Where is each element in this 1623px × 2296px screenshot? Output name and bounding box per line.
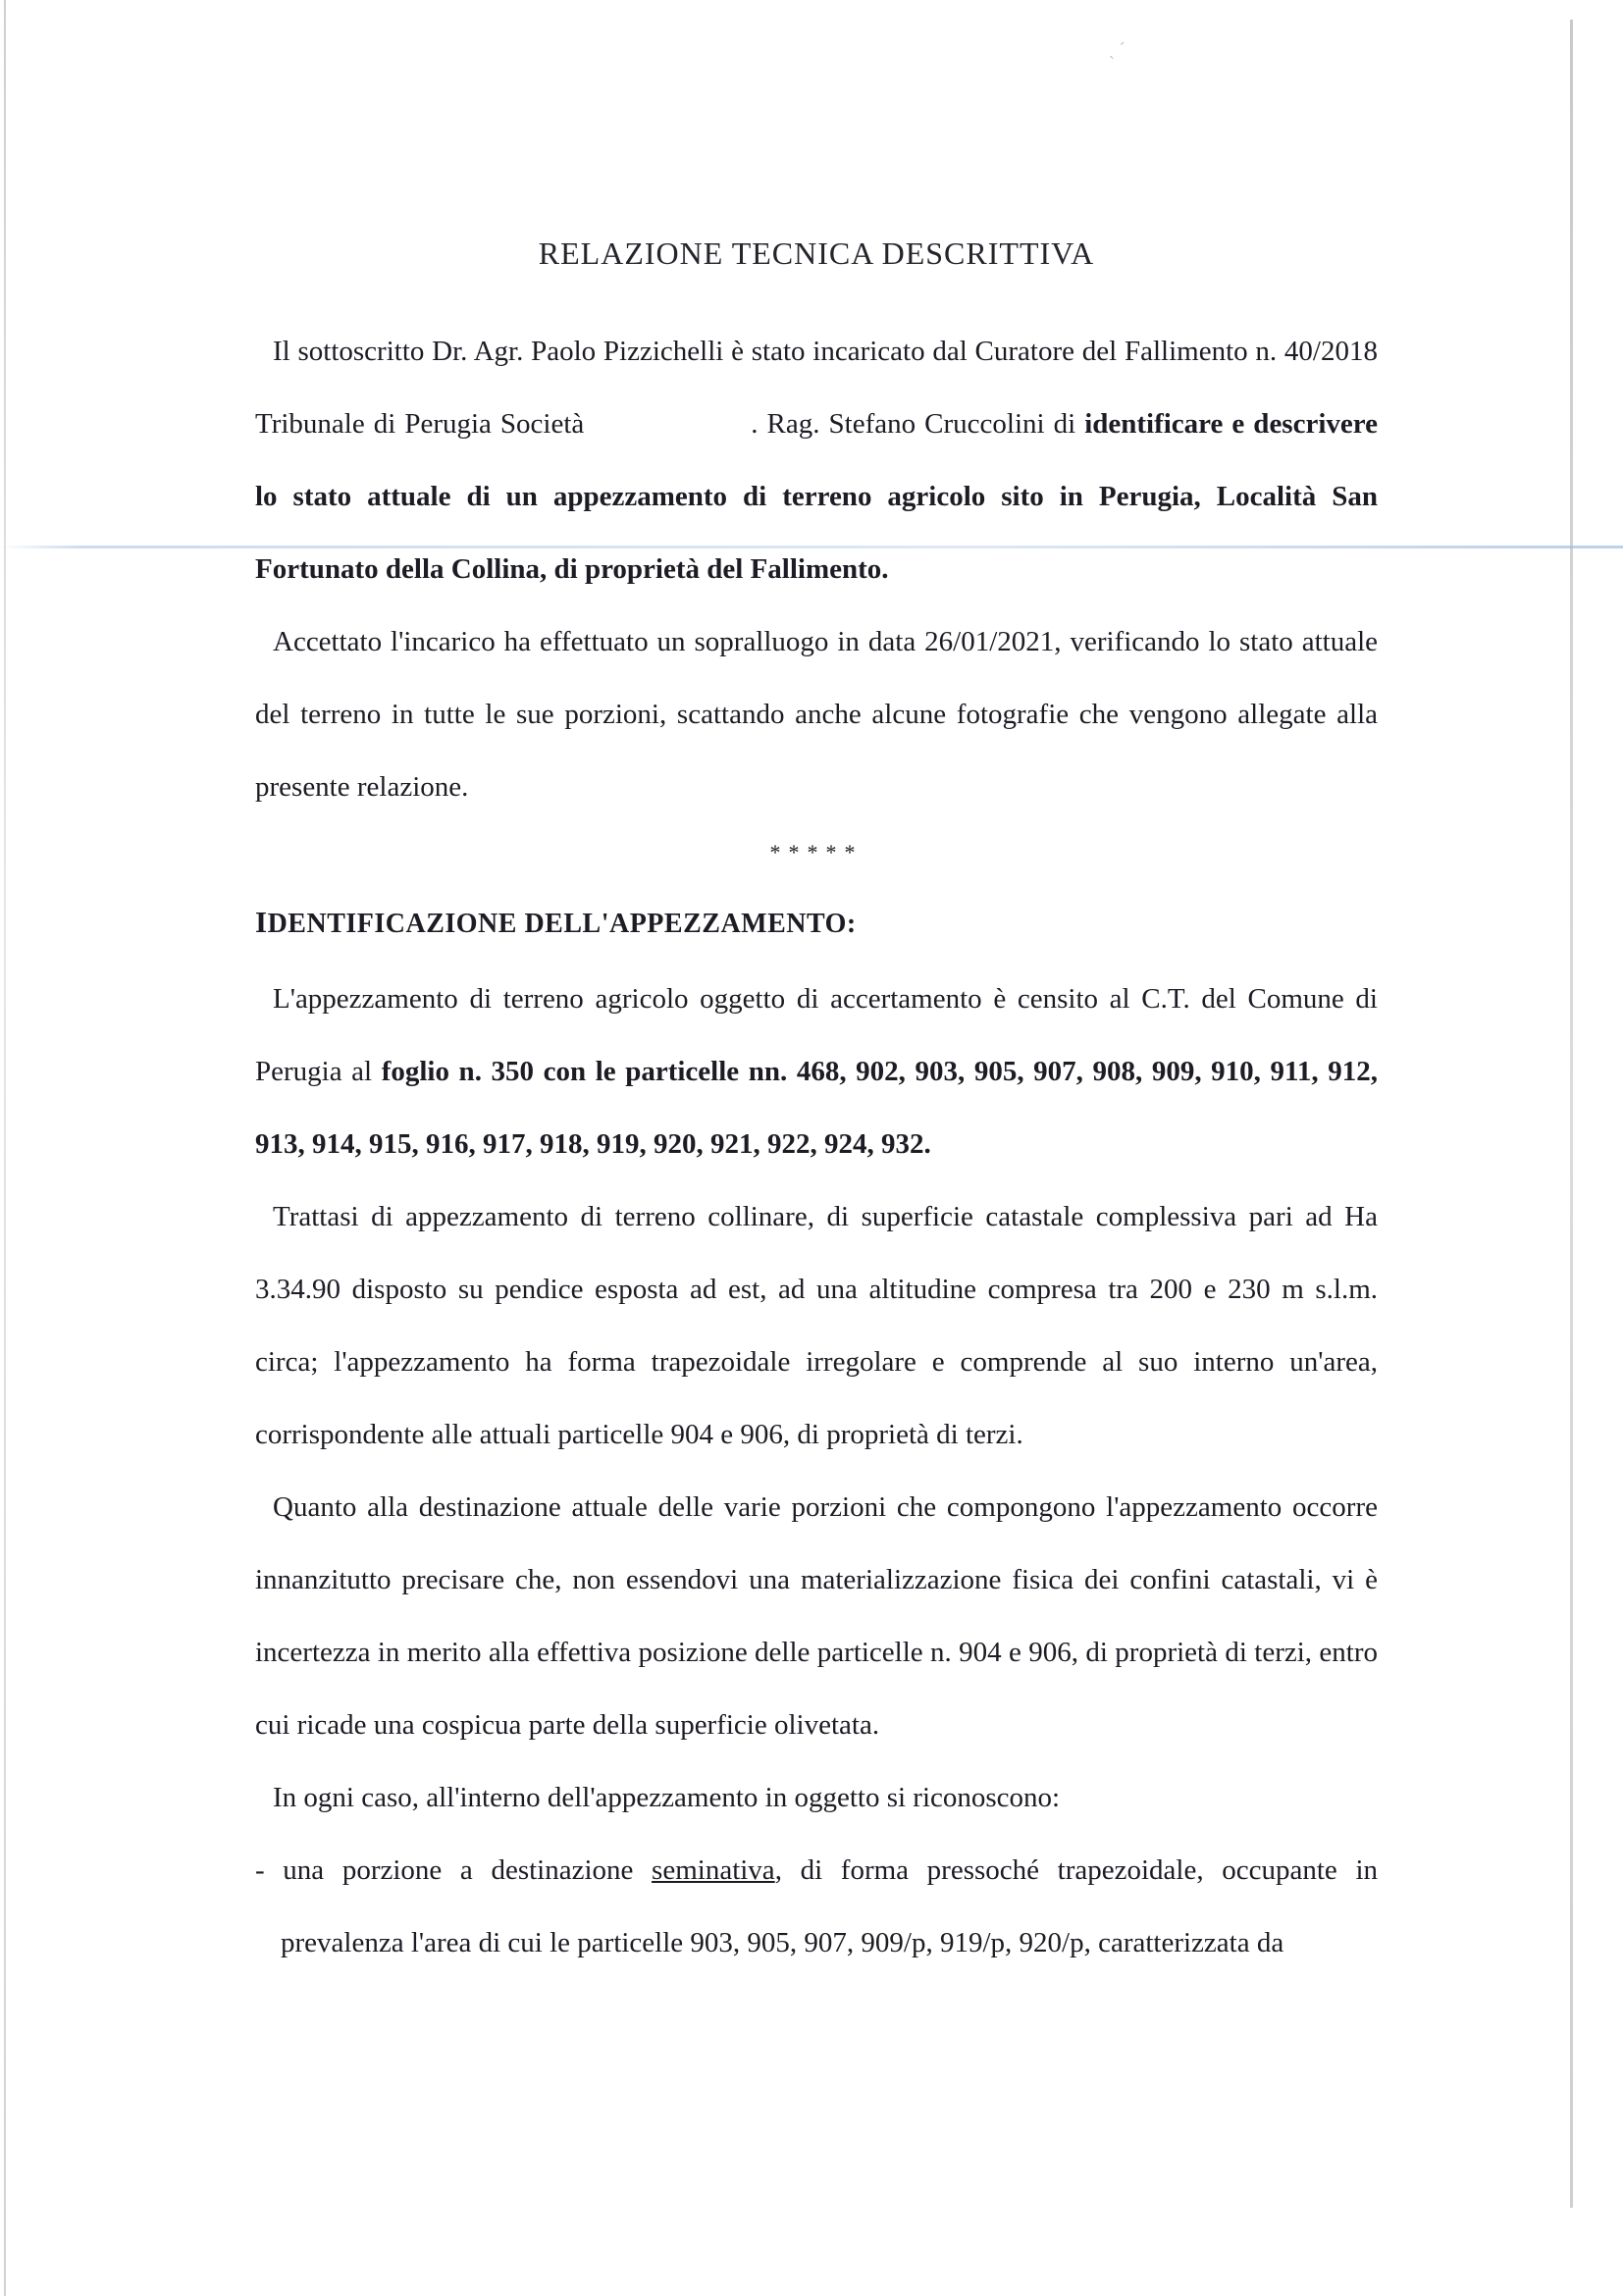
cadastral-paragraph	[255, 963, 1378, 1180]
cadastral-text: L'appezzamento di terreno agricolo oggetto di accertamento è censito al C.T. del Comune di Perugia al	[255, 983, 1378, 1087]
destination-paragraph: Quanto alla destinazione attuale delle varie porzioni che compongono l'appezzamento occorre innanzitutto precisare che, non essendovi una materializzazione fisica dei confini catastali, vi è incertezza in merito alla effettiva posizione delle particelle n. 904 e 906, di proprietà di terzi, entro cui ricade una cospicua parte della superficie olivetata.	[255, 1491, 1378, 1741]
intro-bold-text: identificare e descrivere lo stato attuale di un appezzamento di terreno agricolo sito in Perugia, Località San Fortunato della Collina, di proprietà del Fallimento.	[255, 408, 1378, 585]
list-item	[255, 1834, 1378, 1979]
list-item-underlined: seminativa	[652, 1854, 775, 1886]
visit-paragraph: Accettato l'incarico ha effettuato un sopralluogo in data 26/01/2021, verificando lo stato attuale del terreno in tutte le sue porzioni, scattando anche alcune fotografie che vengono allegate alla presente relazione.	[255, 626, 1378, 803]
section-heading	[255, 888, 1378, 959]
section-separator: *****	[769, 840, 864, 864]
intro-text-b: . Rag. Stefano Cruccolini di	[751, 408, 1076, 440]
document-page	[255, 235, 1378, 1979]
scan-speck: ˎ ˊ	[1109, 39, 1126, 59]
list-item-text-a: - una porzione a destinazione	[255, 1854, 634, 1886]
description-paragraph: Trattasi di appezzamento di terreno collinare, di superficie catastale complessiva pari ad Ha 3.34.90 disposto su pendice esposta ad est, ad una altitudine compresa tra 200 e 230 m s.l.m. circa; l'appezzamento ha forma trapezoidale irregolare e comprende al suo interno un'area, corrispondente alle attuali particelle 904 e 906, di proprietà di terzi.	[255, 1201, 1378, 1450]
intro-text-a: Il sottoscritto Dr. Agr. Paolo Pizzichelli è stato incaricato dal Curatore del Fallimento n. 40/2018 Tribunale di Perugia Società	[255, 336, 1378, 440]
scan-edge-left	[4, 0, 6, 2296]
section-heading-text: DENTIFICAZIONE DELL'APPEZZAMENTO:	[267, 909, 857, 939]
section-heading-initial: I	[255, 905, 268, 939]
document-title: RELAZIONE TECNICA DESCRITTIVA	[538, 235, 1095, 271]
cadastral-parcels: foglio n. 350 con le particelle nn. 468, 902, 903, 905, 907, 908, 909, 910, 911, 912, 913, 914, 915, 916, 917, 918, 919, 920, 921, 922, 924, 932.	[255, 1056, 1379, 1160]
scan-edge-right	[1570, 20, 1573, 2208]
list-intro-paragraph: In ogni caso, all'interno dell'appezzamento in oggetto si riconoscono:	[273, 1782, 1061, 1813]
list-item-text-b: , di forma pressoché trapezoidale, occupante in prevalenza l'area di cui le particelle 903, 905, 907, 909/p, 919/p, 920/p, caratterizzata da	[281, 1854, 1378, 1958]
intro-paragraph	[255, 315, 1378, 605]
